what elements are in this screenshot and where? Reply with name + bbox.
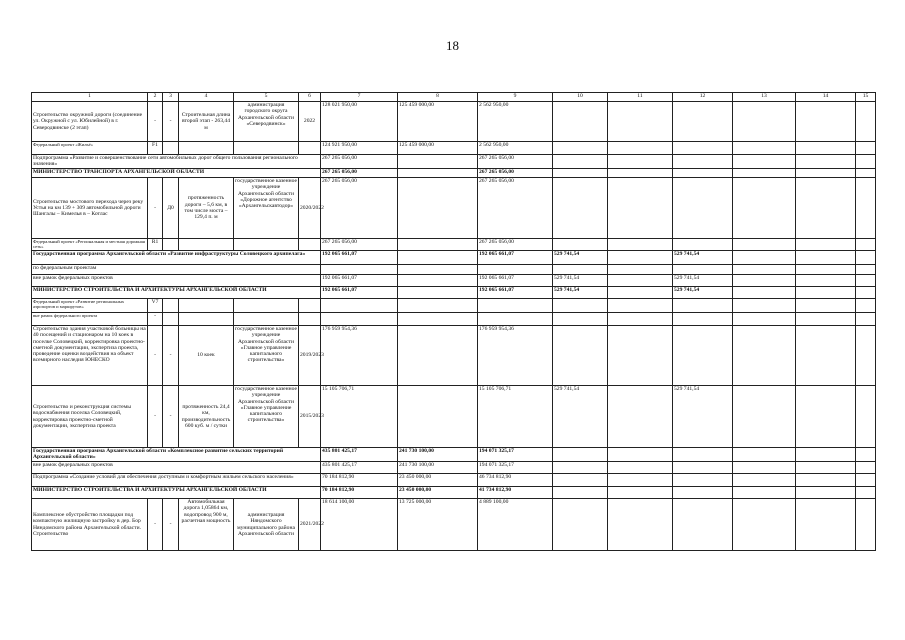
amount-total: 267 265 056,00 bbox=[321, 178, 398, 239]
amount-regional: 41 734 812,90 bbox=[478, 487, 553, 499]
cell: - bbox=[163, 326, 179, 386]
budget-table bbox=[31, 92, 876, 551]
header-cell: 3 bbox=[163, 93, 179, 102]
capacity: протяженность 24,4 км, производительность 600 куб. м / сутки bbox=[179, 386, 234, 448]
header-cell: 10 bbox=[553, 93, 608, 102]
object-name: Строительство здания участковой больницы на 40 посещений и стационаром на 10 коек в поселке Соловецкий, корректировка проектно-сметной документации, экспертиза проекта, проведение оценки воздействия на объект всемирного наследия ЮНЕСКО bbox=[32, 326, 148, 386]
cell: V7 bbox=[148, 299, 163, 313]
amount-regional: 192 065 661,07 bbox=[478, 275, 553, 287]
capacity: протяженность дороги – 5,6 км, в том числе моста – 129,4 п. м bbox=[179, 178, 234, 239]
amount-regional: 267 265 056,00 bbox=[478, 239, 553, 251]
object-name: Федеральный проект «Региональная и местная дорожная сеть» bbox=[32, 239, 148, 251]
amount-regional: 267 265 056,00 bbox=[478, 169, 553, 178]
capacity: Автомобильная дорога 1,05864 км, водопровод 900 м, расчетная мощность bbox=[179, 499, 234, 551]
capacity: Строительная длина второй этап - 263,44 м bbox=[179, 102, 234, 142]
amount-regional: 176 959 954,36 bbox=[478, 326, 553, 386]
amount-total: 192 065 661,07 bbox=[321, 287, 398, 299]
amount-total: 18 614 100,00 bbox=[321, 499, 398, 551]
object-name: Комплексное обустройство площадки под компактную жилищную застройку в дер. Бор Няндомского района Архангельской области. Строительство bbox=[32, 499, 148, 551]
amount-total: 124 921 950,00 bbox=[321, 142, 398, 155]
amount-federal: 241 730 100,00 bbox=[398, 462, 478, 474]
cell: - bbox=[163, 102, 179, 142]
section-title: вне рамок федеральных проектов bbox=[32, 462, 321, 474]
header-cell: 7 bbox=[321, 93, 398, 102]
amount-regional: 2 562 950,00 bbox=[478, 142, 553, 155]
table-row bbox=[32, 487, 876, 499]
cell: - bbox=[148, 499, 163, 551]
program-title: Государственная программа Архангельской области «Комплексное развитие сельских территорий Архангельской области» bbox=[32, 448, 321, 462]
customer: государственное казенное учреждение Архангельской области «Главное управление капитального строительства» bbox=[234, 386, 299, 448]
amount-total: 267 265 056,00 bbox=[321, 239, 398, 251]
ministry-title: МИНИСТЕРСТВО СТРОИТЕЛЬСТВА И АРХИТЕКТУРЫ АРХАНГЕЛЬСКОЙ ОБЛАСТИ bbox=[32, 487, 321, 499]
table-row bbox=[32, 155, 876, 169]
header-cell: 13 bbox=[733, 93, 796, 102]
table-row bbox=[32, 313, 876, 326]
customer: государственное казенное учреждение Архангельской области «Главное управление капитального строительства» bbox=[234, 326, 299, 386]
table-row bbox=[32, 326, 876, 386]
amount-col10: 529 741,54 bbox=[553, 275, 608, 287]
header-cell: 11 bbox=[608, 93, 673, 102]
table-row bbox=[32, 386, 876, 448]
ministry-title: МИНИСТЕРСТВО СТРОИТЕЛЬСТВА И АРХИТЕКТУРЫ АРХАНГЕЛЬСКОЙ ОБЛАСТИ bbox=[32, 287, 321, 299]
amount-total: 15 105 706,71 bbox=[321, 386, 398, 448]
program-title: Государственная программа Архангельской области «Развитие инфраструктуры Соловецкого архипелага» bbox=[32, 251, 321, 265]
table-row bbox=[32, 299, 876, 313]
amount-total: 435 801 425,17 bbox=[321, 462, 398, 474]
amount-regional: 267 265 056,00 bbox=[478, 178, 553, 239]
page-number: 18 bbox=[446, 38, 459, 53]
table-row bbox=[32, 499, 876, 551]
subprogram-title: Подпрограмма «Развитие и совершенствование сети автомобильных дорог общего пользования регионального значения» bbox=[32, 155, 321, 169]
cell: R1 bbox=[148, 239, 163, 251]
amount-col10: 529 741,54 bbox=[553, 386, 608, 448]
section-title: вне рамок федеральных проектов bbox=[32, 275, 321, 287]
object-name: Строительство и реконструкция системы водоснабжения поселка Соловецкий, корректировка проектно-сметной документации, экспертиза проекта bbox=[32, 386, 148, 448]
table-row bbox=[32, 448, 876, 462]
amount-total: 267 265 056,00 bbox=[321, 169, 398, 178]
cell: Д0 bbox=[163, 178, 179, 239]
amount-federal: 23 450 000,00 bbox=[398, 487, 478, 499]
period: 2019/2023 bbox=[299, 326, 321, 386]
amount-total: 70 184 812,90 bbox=[321, 474, 398, 487]
customer: администрация Няндомского муниципального района Архангельской области bbox=[234, 499, 299, 551]
period: 2021/2022 bbox=[299, 499, 321, 551]
amount-regional: 192 065 661,07 bbox=[478, 287, 553, 299]
ministry-title: МИНИСТЕРСТВО ТРАНСПОРТА АРХАНГЕЛЬСКОЙ ОБЛАСТИ bbox=[32, 169, 321, 178]
table-row bbox=[32, 474, 876, 487]
amount-regional: 267 265 056,00 bbox=[478, 155, 553, 169]
amount-federal: 125 459 000,00 bbox=[398, 102, 478, 142]
amount-total: 176 959 954,36 bbox=[321, 326, 398, 386]
amount-regional: 2 562 950,00 bbox=[478, 102, 553, 142]
cell: - bbox=[148, 102, 163, 142]
period: 2015/2023 bbox=[299, 386, 321, 448]
amount-col10: 529 741,54 bbox=[553, 251, 608, 265]
amount-col10: 529 741,54 bbox=[553, 287, 608, 299]
amount-col12: 529 741,54 bbox=[673, 275, 733, 287]
customer: государственное казенное учреждение Архангельской области «Дорожное агентство «Архангельскавтодор» bbox=[234, 178, 299, 239]
object-name: вне рамок федерального проекта bbox=[32, 313, 148, 326]
object-name: Строительство окружной дороги (соединение ул. Окружной с ул. Юбилейной) в г. Северодвинске (2 этап) bbox=[32, 102, 148, 142]
table-row bbox=[32, 275, 876, 287]
cell: F1 bbox=[148, 142, 163, 155]
period: 2020/2022 bbox=[299, 178, 321, 239]
header-cell: 2 bbox=[148, 93, 163, 102]
cell: - bbox=[163, 499, 179, 551]
amount-col12: 529 741,54 bbox=[673, 287, 733, 299]
table-row bbox=[32, 287, 876, 299]
table-row bbox=[32, 251, 876, 265]
cell: - bbox=[148, 313, 163, 326]
cell: - bbox=[163, 386, 179, 448]
amount-regional: 194 071 325,17 bbox=[478, 448, 553, 462]
amount-col12: 529 741,54 bbox=[673, 386, 733, 448]
amount-total: 192 065 661,07 bbox=[321, 251, 398, 265]
section-title: по федеральным проектам bbox=[32, 265, 321, 275]
object-name: Федеральный проект «Жильё» bbox=[32, 142, 148, 155]
amount-total: 435 801 425,17 bbox=[321, 448, 398, 462]
amount-total: 128 021 950,00 bbox=[321, 102, 398, 142]
amount-total: 192 065 661,07 bbox=[321, 275, 398, 287]
amount-regional: 46 734 812,90 bbox=[478, 474, 553, 487]
header-cell: 12 bbox=[673, 93, 733, 102]
table-row bbox=[32, 265, 876, 275]
capacity: 10 коек bbox=[179, 326, 234, 386]
object-name: Федеральный проект «Развитие региональных аэропортов и маршрутов» bbox=[32, 299, 148, 313]
header-cell: 9 bbox=[478, 93, 553, 102]
subprogram-title: Подпрограмма «Создание условий для обеспечения доступным и комфортным жильем сельского населения» bbox=[32, 474, 321, 487]
header-cell: 6 bbox=[299, 93, 321, 102]
amount-total: 70 184 812,90 bbox=[321, 487, 398, 499]
table-row bbox=[32, 462, 876, 474]
amount-regional: 15 105 706,71 bbox=[478, 386, 553, 448]
amount-federal: 23 450 000,00 bbox=[398, 474, 478, 487]
header-cell: 15 bbox=[856, 93, 876, 102]
customer: администрация городского округа Архангельской области «Северодвинск» bbox=[234, 102, 299, 142]
header-cell: 4 bbox=[179, 93, 234, 102]
amount-regional: 4 889 100,00 bbox=[478, 499, 553, 551]
amount-regional: 192 065 661,07 bbox=[478, 251, 553, 265]
header-row bbox=[32, 93, 876, 102]
period: 2022 bbox=[299, 102, 321, 142]
amount-federal: 125 459 000,00 bbox=[398, 142, 478, 155]
cell: - bbox=[148, 386, 163, 448]
header-cell: 8 bbox=[398, 93, 478, 102]
header-cell: 14 bbox=[796, 93, 856, 102]
cell: - bbox=[148, 326, 163, 386]
amount-regional: 194 071 325,17 bbox=[478, 462, 553, 474]
header-cell: 5 bbox=[234, 93, 299, 102]
amount-federal: 241 730 100,00 bbox=[398, 448, 478, 462]
header-cell: 1 bbox=[32, 93, 148, 102]
table-row bbox=[32, 169, 876, 178]
table-row bbox=[32, 178, 876, 239]
table-row bbox=[32, 239, 876, 251]
amount-federal: 13 725 000,00 bbox=[398, 499, 478, 551]
table-row bbox=[32, 102, 876, 142]
amount-total: 267 265 056,00 bbox=[321, 155, 398, 169]
table-row bbox=[32, 142, 876, 155]
cell: - bbox=[148, 178, 163, 239]
object-name: Строительство мостового перехода через реку Устья на км 139 + 309 автомобильной дороги Шангалы – Кимелья в – Котлас bbox=[32, 178, 148, 239]
amount-col12: 529 741,54 bbox=[673, 251, 733, 265]
